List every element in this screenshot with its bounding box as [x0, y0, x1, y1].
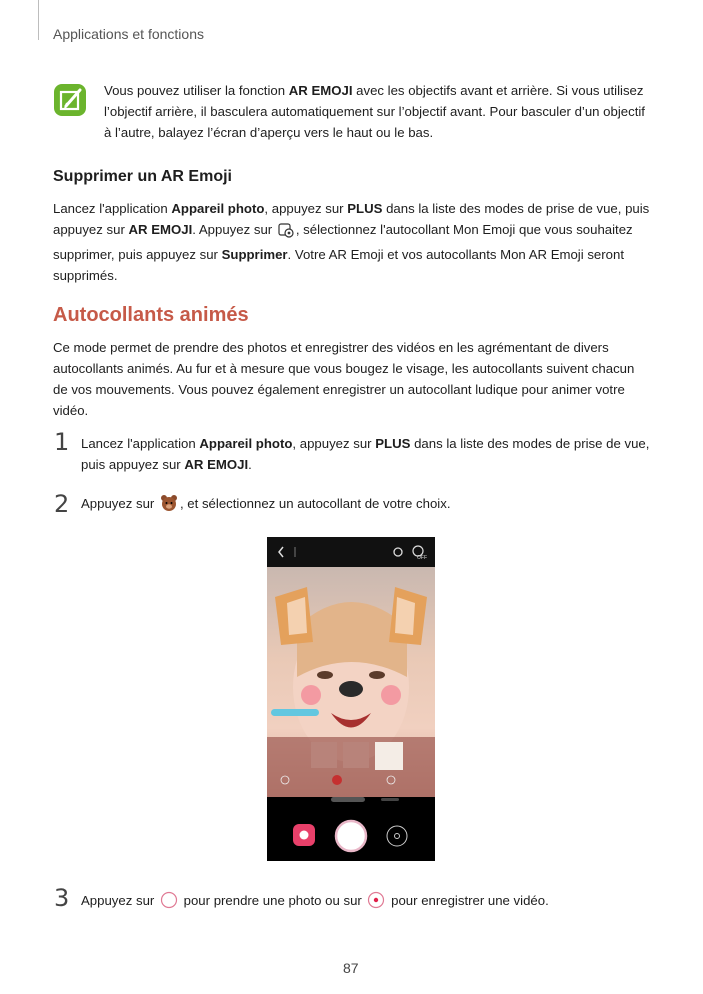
- camera-top-bar: [267, 537, 435, 567]
- camera-controls: [267, 797, 435, 861]
- step-number-2: 2: [54, 490, 70, 518]
- margin-line: [38, 0, 39, 40]
- step-number-1: 1: [54, 428, 70, 456]
- delete-paragraph: Lancez l'application Appareil photo, appuyez sur PLUS dans la liste des modes de prise de vue, puis appuyez sur AR EMOJI. Appuyez sur , sélectionnez l'autocollant Mon Emoji que vous souhaitez supprimer, puis appuyez sur Supprimer. Votre AR Emoji et vos autocollants Mon AR Emoji seront supprimés.: [53, 201, 650, 283]
- bear-sticker-icon: [160, 494, 178, 518]
- camera-preview: [267, 567, 435, 797]
- camera-screenshot: [267, 537, 435, 861]
- record-button-icon: [367, 891, 385, 915]
- note-text: Vous pouvez utiliser la fonction AR EMOJI avec les objectifs avant et arrière. Si vous utilisez l’objectif arrière, il basculera automatiquement sur l’objectif avant. Pour basculer d’un objectif à l’autre, balayez l’écran d’aperçu vers le haut ou le bas.: [104, 83, 645, 140]
- page-header: Applications et fonctions: [53, 26, 204, 42]
- step-1-text: Lancez l'application Appareil photo, appuyez sur PLUS dans la liste des modes de prise de vue, puis appuyez sur AR EMOJI.: [81, 436, 650, 472]
- note-pencil-icon: [54, 84, 86, 116]
- step-3-text: Appuyez sur pour prendre une photo ou sur pour enregistrer une vidéo.: [81, 890, 651, 915]
- step-2-text: Appuyez sur , et sélectionnez un autocollant de votre choix.: [81, 493, 651, 518]
- shutter-button-icon: [160, 891, 178, 915]
- animated-intro: Ce mode permet de prendre des photos et enregistrer des vidéos en les agrémentant de divers autocollants animés. Au fur et à mesure que vous bougez le visage, les autocollants suivent chacun de vos mouvements. Vous pouvez également enregistrer un autocollant ludique pour animer votre vidéo.: [53, 340, 635, 418]
- section-title-delete: Supprimer un AR Emoji: [53, 168, 232, 185]
- section-title-animated: Autocollants animés: [53, 304, 249, 326]
- edit-settings-icon: [278, 222, 294, 244]
- page-number: 87: [343, 960, 359, 976]
- step-number-3: 3: [54, 884, 70, 912]
- timer-off-label: OFF: [417, 555, 427, 561]
